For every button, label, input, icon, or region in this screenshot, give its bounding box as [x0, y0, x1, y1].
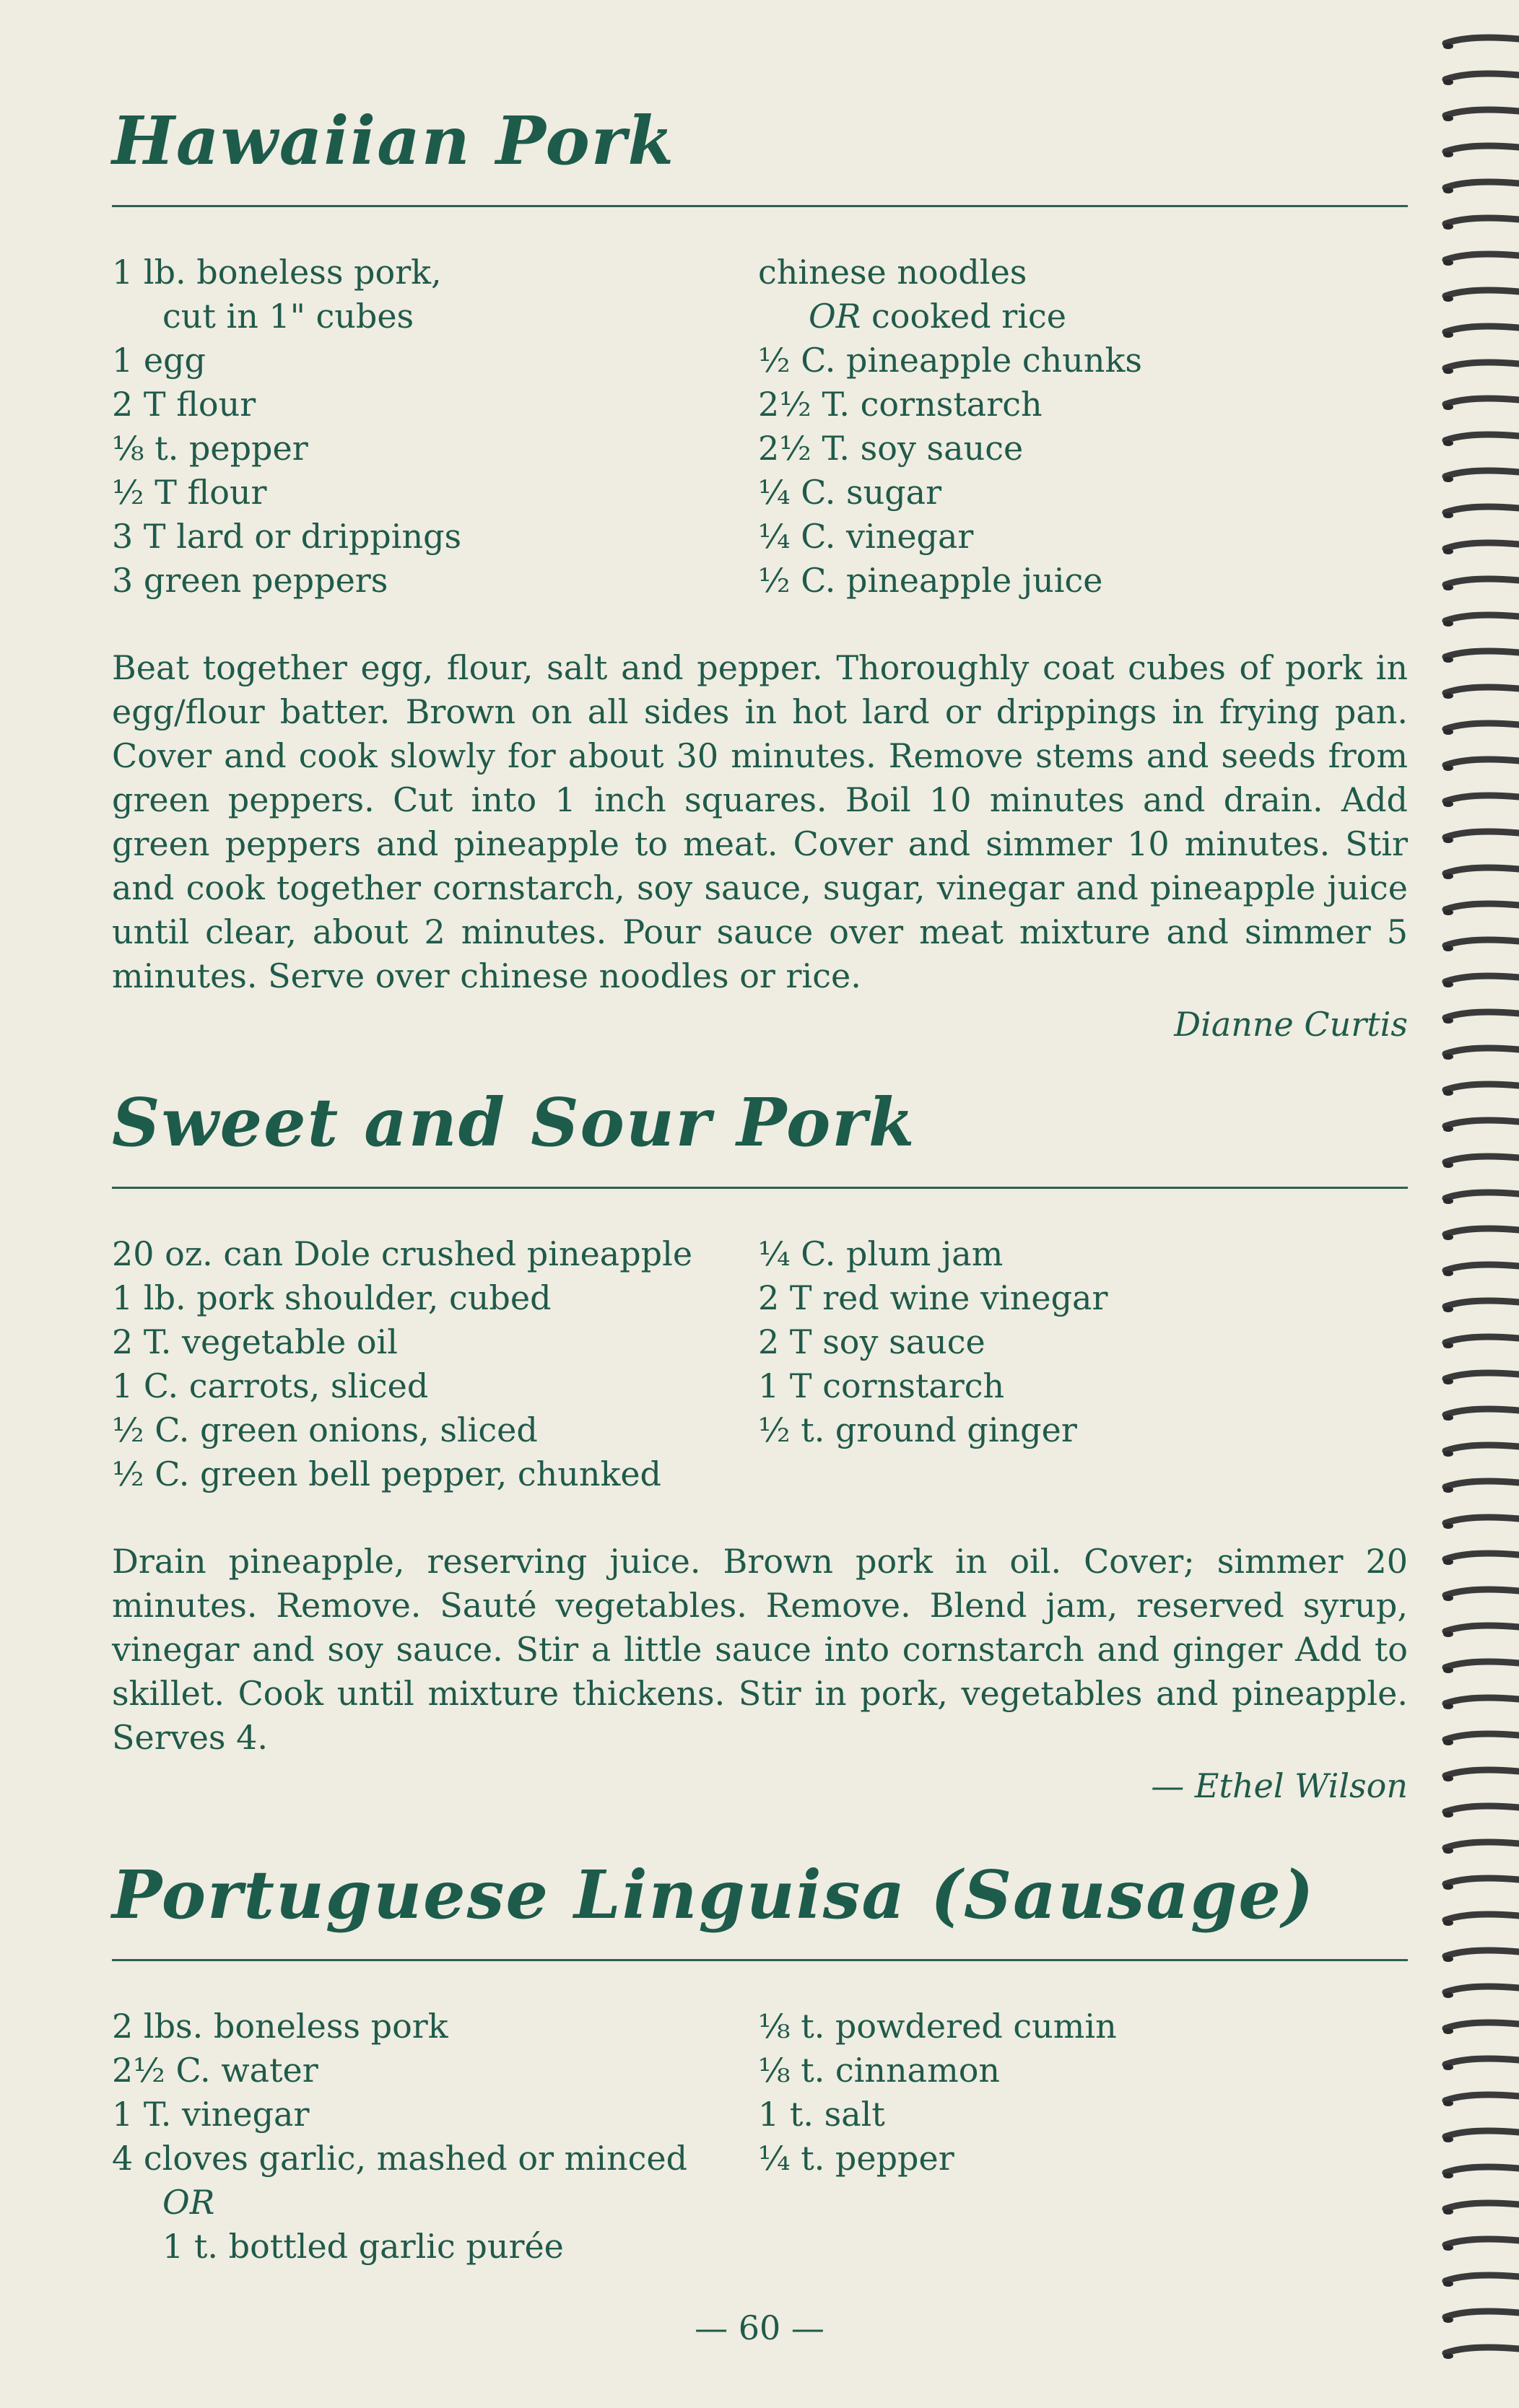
spiral-coil [1445, 2347, 1519, 2353]
ingredient: ⅛ t. pepper [112, 429, 308, 468]
ingredient: ⅛ t. powdered cumin [758, 2007, 1117, 2046]
spiral-coil [1445, 507, 1519, 512]
ingredient: cut in 1" cubes [162, 297, 414, 336]
binding-hole [1443, 1631, 1453, 1637]
ingredient: 1 lb. boneless pork, [112, 253, 442, 292]
ingredient: ¼ t. pepper [758, 2139, 954, 2178]
ingredient: ¼ C. plum jam [758, 1234, 1004, 1273]
binding-hole [1443, 1270, 1453, 1276]
binding-hole [1443, 1451, 1453, 1457]
spiral-coil [1445, 1662, 1519, 1667]
spiral-coil [1445, 1409, 1519, 1415]
ingredient: ⅛ t. cinnamon [758, 2051, 1001, 2090]
spiral-coil [1445, 651, 1519, 657]
ingredient-column-left [112, 250, 758, 603]
binding-hole [1443, 2173, 1453, 2178]
binding-hole [1443, 621, 1453, 627]
spiral-coil [1445, 1445, 1519, 1451]
ingredient: 2½ T. soy sauce [758, 429, 1024, 468]
spiral-coil [1445, 38, 1519, 43]
spiral-coil [1445, 1481, 1519, 1487]
ingredient-list [112, 250, 1408, 603]
ingredient: 1 t. bottled garlic purée [162, 2227, 564, 2266]
spiral-coil [1445, 398, 1519, 404]
title-rule [112, 1187, 1408, 1189]
spiral-coil [1445, 1229, 1519, 1234]
binding-hole [1443, 2101, 1453, 2106]
spiral-coil [1445, 795, 1519, 801]
spiral-coil [1445, 579, 1519, 585]
page-number: — 60 — [695, 2308, 824, 2347]
spiral-coil [1445, 1156, 1519, 1162]
binding-hole [1443, 512, 1453, 518]
spiral-coil [1445, 2167, 1519, 2173]
spiral-coil [1445, 976, 1519, 982]
binding-hole [1443, 1523, 1453, 1529]
binding-hole [1443, 1162, 1453, 1168]
binding-hole [1443, 1198, 1453, 1204]
spiral-coil [1445, 868, 1519, 873]
binding-hole [1443, 2137, 1453, 2142]
binding-hole [1443, 1884, 1453, 1890]
binding-hole [1443, 1992, 1453, 1998]
binding-hole [1443, 1595, 1453, 1601]
binding-hole [1443, 1704, 1453, 1709]
spiral-coil [1445, 2095, 1519, 2101]
binding-hole [1443, 657, 1453, 663]
binding-hole [1443, 404, 1453, 410]
binding-hole [1443, 2064, 1453, 2070]
ingredient: 2 T soy sauce [758, 1322, 985, 1361]
ingredient: chinese noodles [758, 253, 1027, 292]
ingredient-list [112, 2005, 1408, 2269]
spiral-coil [1445, 1120, 1519, 1126]
spiral-coil [1445, 832, 1519, 837]
ingredient: 1 T. vinegar [112, 2095, 310, 2134]
spiral-coil [1445, 2059, 1519, 2064]
binding-hole [1443, 2353, 1453, 2359]
ingredient: ½ T flour [112, 473, 267, 512]
ingredient: 1 t. salt [758, 2095, 885, 2134]
spiral-coil [1445, 1265, 1519, 1270]
ingredient: ¼ C. sugar [758, 473, 942, 512]
binding-hole [1443, 946, 1453, 951]
ingredient: 20 oz. can Dole crushed pineapple [112, 1234, 693, 1273]
binding-hole [1443, 1343, 1453, 1348]
spiral-coil [1445, 110, 1519, 115]
spiral-coil [1445, 2275, 1519, 2281]
ingredient: 4 cloves garlic, mashed or minced [112, 2139, 688, 2178]
binding-hole [1443, 476, 1453, 482]
binding-hole [1443, 693, 1453, 699]
or-label: OR [162, 2183, 215, 2222]
binding-hole [1443, 909, 1453, 915]
spiral-coil [1445, 2203, 1519, 2209]
ingredient: 2½ C. water [112, 2051, 318, 2090]
spiral-coil [1445, 1048, 1519, 1054]
binding-hole [1443, 296, 1453, 302]
spiral-coil [1445, 759, 1519, 765]
or-label: OR [809, 297, 861, 336]
spiral-binding [1440, 0, 1519, 2408]
spiral-coil [1445, 1842, 1519, 1848]
binding-hole [1443, 115, 1453, 121]
ingredient: 3 T lard or drippings [112, 517, 462, 556]
binding-hole [1443, 440, 1453, 446]
ingredient: 2 T flour [112, 385, 256, 424]
spiral-coil [1445, 2023, 1519, 2028]
ingredient: ½ C. pineapple juice [758, 561, 1103, 600]
binding-hole [1443, 1018, 1453, 1024]
ingredient: ½ C. green onions, sliced [112, 1410, 538, 1449]
binding-hole [1443, 79, 1453, 85]
spiral-coil [1445, 1301, 1519, 1306]
spiral-coil [1445, 218, 1519, 224]
binding-hole [1443, 1920, 1453, 1926]
spiral-coil [1445, 1553, 1519, 1559]
binding-hole [1443, 2317, 1453, 2323]
spiral-coil [1445, 1734, 1519, 1740]
binding-hole [1443, 1234, 1453, 1240]
spiral-coil [1445, 1517, 1519, 1523]
binding-hole [1443, 1667, 1453, 1673]
spiral-coils [1443, 38, 1519, 2359]
binding-hole [1443, 1740, 1453, 1745]
spiral-coil [1445, 146, 1519, 152]
recipe-author: Dianne Curtis [1174, 1005, 1408, 1044]
binding-hole [1443, 188, 1453, 193]
binding-hole [1443, 2028, 1453, 2034]
binding-hole [1443, 368, 1453, 374]
recipe-directions: Drain pineapple, reserving juice. Brown pork in oil. Cover; simmer 20 minutes. Remove. Sauté vegetables. Remove. Blend jam, reserved syrup, vinegar and soy sauce. Stir a little sauce into cornstarch and ginger Add to skillet. Cook until mixture thickens. Stir in pork, vegetables and pineapple. Serves 4. [112, 1542, 1408, 1757]
binding-hole [1443, 585, 1453, 590]
spiral-coil [1445, 1950, 1519, 1956]
spiral-coil [1445, 1012, 1519, 1018]
spiral-coil [1445, 435, 1519, 440]
spiral-coil [1445, 1770, 1519, 1776]
ingredient: ¼ C. vinegar [758, 517, 974, 556]
binding-hole [1443, 982, 1453, 987]
ingredient-column-right [758, 2005, 1408, 2269]
spiral-coil [1445, 1698, 1519, 1704]
binding-hole [1443, 765, 1453, 771]
spiral-coil [1445, 254, 1519, 260]
ingredient: ½ C. green bell pepper, chunked [112, 1454, 661, 1493]
ingredient-column-right [758, 1232, 1408, 1496]
ingredient: 3 green peppers [112, 561, 388, 600]
binding-hole [1443, 1776, 1453, 1781]
binding-hole [1443, 1379, 1453, 1384]
binding-hole [1443, 801, 1453, 807]
binding-hole [1443, 1848, 1453, 1854]
ingredient: 1 C. carrots, sliced [112, 1366, 429, 1405]
recipe-hawaiian-pork [112, 101, 1408, 1047]
ingredient: ½ C. pineapple chunks [758, 341, 1143, 380]
binding-hole [1443, 1415, 1453, 1421]
binding-hole [1443, 332, 1453, 338]
ingredient: 2 lbs. boneless pork [112, 2007, 448, 2046]
binding-hole [1443, 1559, 1453, 1565]
binding-hole [1443, 2209, 1453, 2215]
ingredient: 2½ T. cornstarch [758, 385, 1043, 424]
spiral-coil [1445, 326, 1519, 332]
recipe-portuguese-linguisa [112, 1855, 1408, 2269]
ingredient-alt-text: cooked rice [861, 297, 1066, 336]
ingredient-column-right [758, 250, 1408, 603]
ingredient: 1 T cornstarch [758, 1366, 1005, 1405]
ingredient: 1 egg [112, 341, 206, 380]
spiral-coil [1445, 687, 1519, 693]
binding-hole [1443, 729, 1453, 735]
ingredient-column-left [112, 1232, 758, 1496]
spiral-coil [1445, 615, 1519, 621]
binding-hole [1443, 549, 1453, 554]
spiral-coil [1445, 2311, 1519, 2317]
ingredient: ½ t. ground ginger [758, 1410, 1077, 1449]
binding-hole [1443, 152, 1453, 157]
binding-hole [1443, 260, 1453, 266]
spiral-coil [1445, 1914, 1519, 1920]
spiral-coil [1445, 2239, 1519, 2245]
binding-hole [1443, 2245, 1453, 2251]
binding-hole [1443, 1126, 1453, 1132]
binding-hole [1443, 1956, 1453, 1962]
spiral-coil [1445, 1192, 1519, 1198]
spiral-coil [1445, 182, 1519, 188]
spiral-coil [1445, 1589, 1519, 1595]
spiral-coil [1445, 1986, 1519, 1992]
binding-hole [1443, 1054, 1453, 1060]
spiral-coil [1445, 543, 1519, 549]
binding-hole [1443, 1090, 1453, 1096]
recipe-title: Hawaiian Pork [112, 102, 676, 180]
ingredient-alternative [758, 295, 1408, 339]
spiral-coil [1445, 904, 1519, 909]
spiral-coil [1445, 940, 1519, 946]
ingredient: 1 lb. pork shoulder, cubed [112, 1278, 552, 1317]
title-rule [112, 205, 1408, 207]
binding-hole [1443, 873, 1453, 879]
binding-hole [1443, 837, 1453, 843]
binding-hole [1443, 1487, 1453, 1493]
binding-hole [1443, 1306, 1453, 1312]
spiral-coil [1445, 362, 1519, 368]
binding-hole [1443, 224, 1453, 230]
recipe-directions: Beat together egg, flour, salt and pepper. Thoroughly coat cubes of pork in egg/flour batter. Brown on all sides in hot lard or drippings in frying pan. Cover and cook slowly for about 30 minutes. Remove stems and seeds from green peppers. Cut into 1 inch squares. Boil 10 minutes and drain. Add green peppers and pineapple to meat. Cover and simmer 10 minutes. Stir and cook together cornstarch, soy sauce, sugar, vinegar and pineapple juice until clear, about 2 minutes. Pour sauce over meat mixture and simmer 5 minutes. Serve over chinese noodles or rice. [112, 648, 1408, 995]
ingredient: 2 T red wine vinegar [758, 1278, 1108, 1317]
ingredient: 2 T. vegetable oil [112, 1322, 398, 1361]
spiral-coil [1445, 1084, 1519, 1090]
spiral-coil [1445, 2131, 1519, 2137]
spiral-coil [1445, 290, 1519, 296]
spiral-coil [1445, 1806, 1519, 1812]
title-rule [112, 1959, 1408, 1961]
binding-hole [1443, 2281, 1453, 2287]
spiral-coil [1445, 471, 1519, 476]
spiral-coil [1445, 74, 1519, 79]
ingredient-list [112, 1232, 1408, 1496]
recipe-author: — Ethel Wilson [1151, 1766, 1408, 1805]
binding-hole [1443, 43, 1453, 49]
spiral-coil [1445, 1626, 1519, 1631]
ingredient-column-left [112, 2005, 758, 2269]
spiral-coil [1445, 1337, 1519, 1343]
recipe-title: Sweet and Sour Pork [112, 1083, 916, 1161]
recipe-sweet-and-sour-pork [112, 1083, 1408, 1808]
recipe-title: Portuguese Linguisa (Sausage) [112, 1856, 1315, 1934]
spiral-coil [1445, 1878, 1519, 1884]
spiral-coil [1445, 1373, 1519, 1379]
spiral-coil [1445, 723, 1519, 729]
binding-hole [1443, 1812, 1453, 1818]
